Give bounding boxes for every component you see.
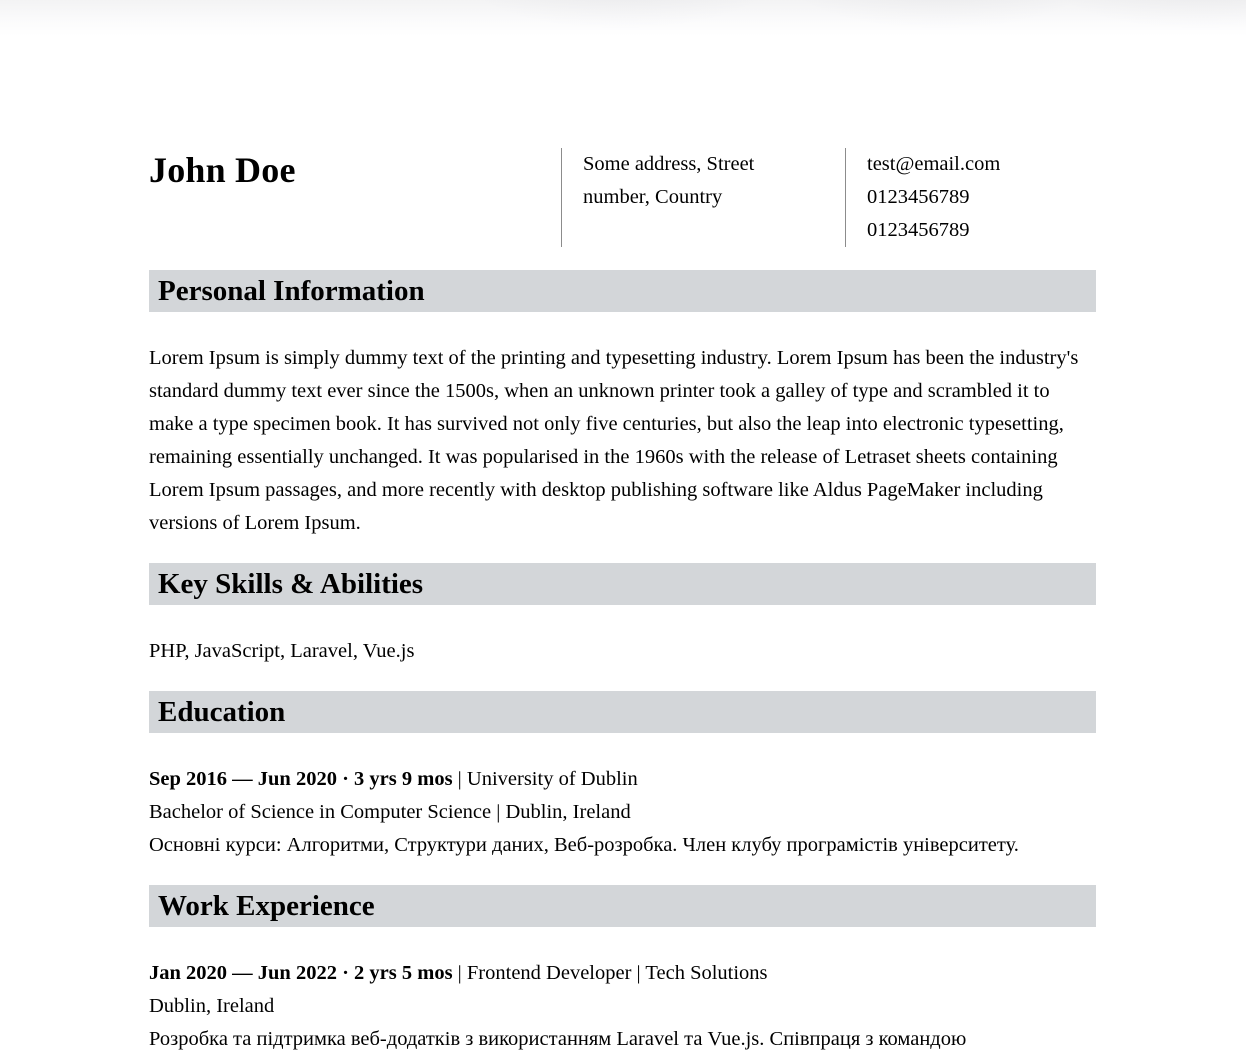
work-experience-entry [149,957,1096,1056]
address-block [561,148,845,247]
education-entry [149,763,1096,862]
education-degree-location: Bachelor of Science in Computer Science | Dublin, Ireland [149,801,631,823]
work-date-range: Jan 2020 — Jun 2022 · 2 yrs 5 mos [149,962,453,984]
section-title-key-skills: Key Skills & Abilities [149,563,1096,605]
work-description: Розробка та підтримка веб-додатків з використанням Laravel та Vue.js. Співпраця з командою [149,1028,967,1050]
education-institution: | University of Dublin [452,768,638,790]
section-key-skills [149,563,1096,668]
section-education [149,691,1096,862]
skills-list-text: PHP, JavaScript, Laravel, Vue.js [149,640,415,662]
contact-phone-secondary: 0123456789 [867,219,970,241]
section-work-experience [149,885,1096,1056]
section-personal-information [149,270,1096,540]
personal-information-text: Lorem Ipsum is simply dummy text of the printing and typesetting industry. Lorem Ipsum has been the industry's standard dummy text ever since the 1500s, when an unknown printer took a galley of type and scrambled it to make a type specimen book. It has survived not only five centuries, but also the leap into electronic typesetting, remaining essentially unchanged. It was popularised in the 1960s with the release of Letraset sheets containing Lorem Ipsum passages, and more recently with desktop publishing software like Aldus PageMaker including versions of Lorem Ipsum. [149,347,1079,534]
education-date-range: Sep 2016 — Jun 2020 · 3 yrs 9 mos [149,768,453,790]
education-dates-line [149,763,1096,796]
work-location: Dublin, Ireland [149,995,275,1017]
work-dates-line [149,957,1096,990]
candidate-name: John Doe [149,150,296,190]
section-title-work-experience: Work Experience [149,885,1096,927]
section-title-personal-information: Personal Information [149,270,1096,312]
contact-block [845,148,1096,247]
work-role-company: | Frontend Developer | Tech Solutions [452,962,768,984]
resume-header [149,148,1096,247]
address-text: Some address, Street number, Country [583,153,755,208]
contact-email: test@email.com [867,153,1001,175]
education-description: Основні курси: Алгоритми, Структури даних, Веб-розробка. Член клубу програмістів університету. [149,834,1019,856]
section-title-education: Education [149,691,1096,733]
contact-phone-primary: 0123456789 [867,186,970,208]
